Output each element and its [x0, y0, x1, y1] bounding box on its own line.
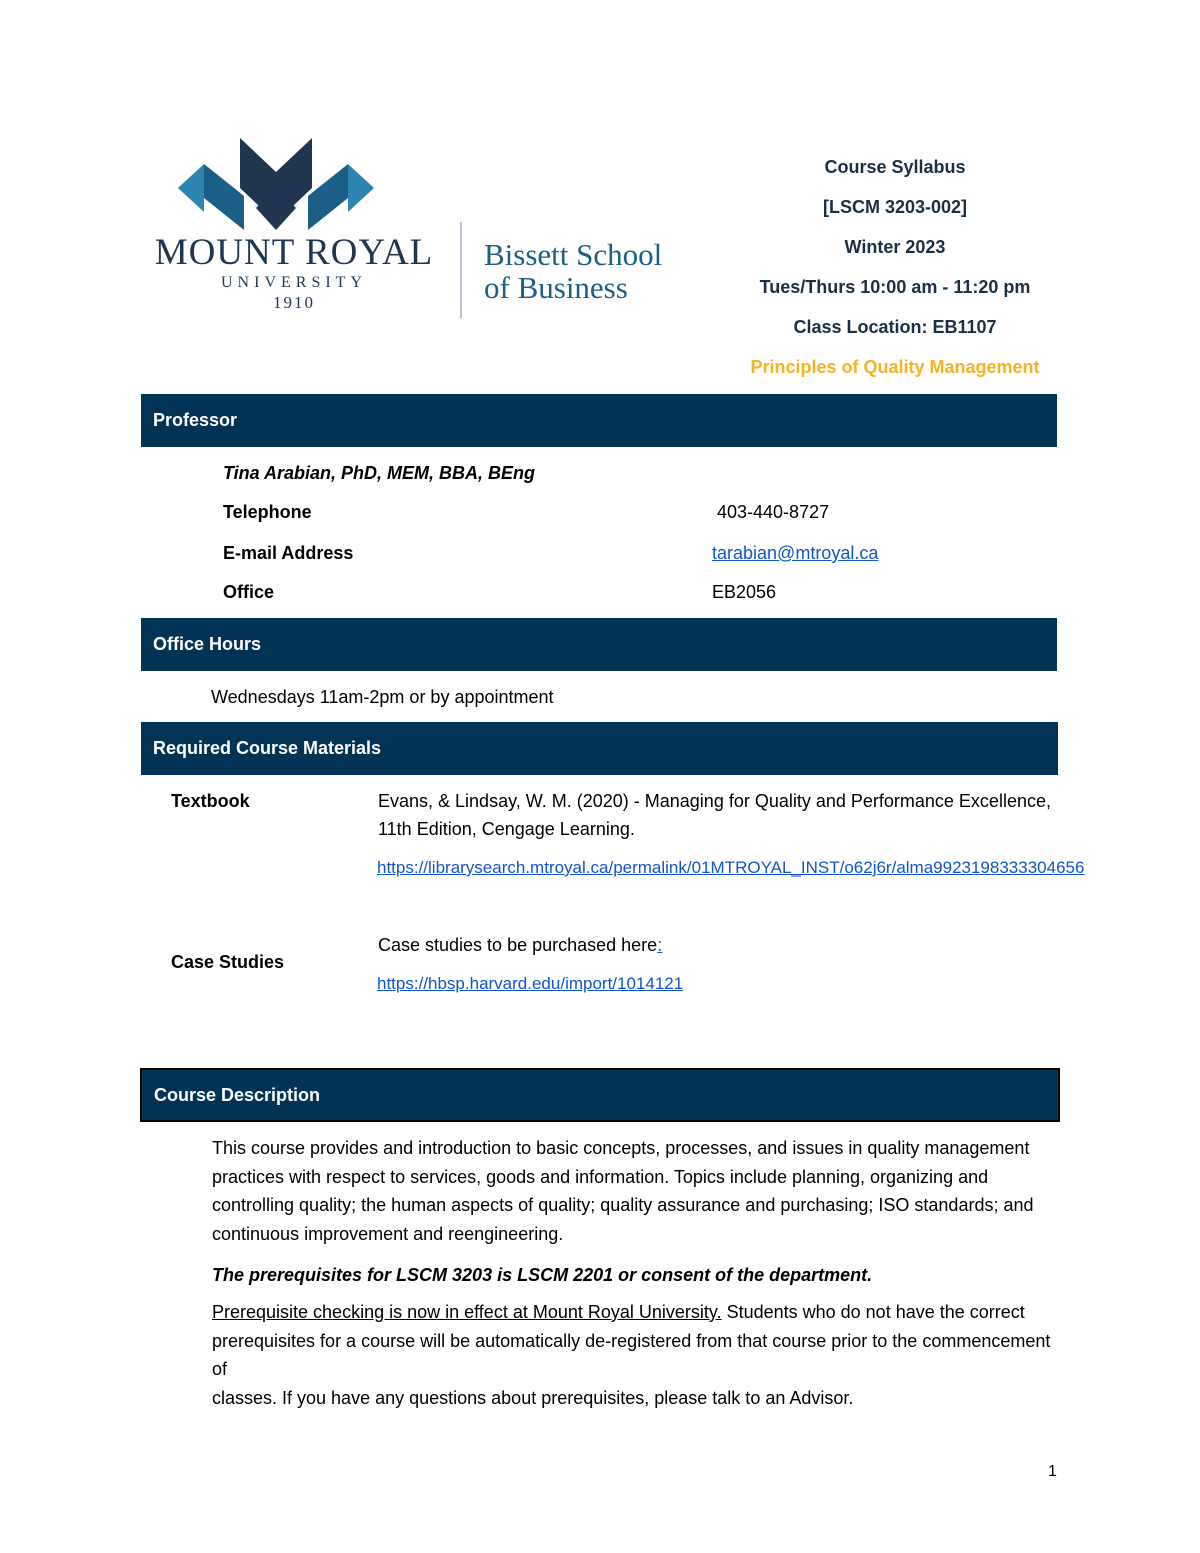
professor-heading: Professor [141, 394, 1057, 447]
course-name: Principles of Quality Management [750, 357, 1040, 377]
case-studies-text [378, 934, 662, 956]
university-year: 1910 [273, 293, 315, 312]
prerequisite-checking-underlined: Prerequisite checking is now in effect at Mount Royal University. [212, 1302, 722, 1322]
doc-type: Course Syllabus [824, 157, 966, 177]
university-logo [148, 138, 708, 328]
university-name: MOUNT ROYAL [154, 232, 434, 273]
office-value: EB2056 [712, 582, 777, 602]
mru-crest-icon [148, 138, 440, 234]
prerequisite-checking-line3: classes. If you have any questions about prerequisites, please talk to an Advisor. [212, 1387, 854, 1408]
prerequisite-checking-rest: Students who do not have the correct [721, 1302, 1025, 1322]
description-paragraph [212, 1134, 1062, 1248]
textbook-citation-line2: 11th Edition, Cengage Learning. [378, 819, 635, 839]
office-label: Office [223, 582, 275, 602]
prerequisite-checking-paragraph [212, 1298, 1062, 1412]
textbook-label: Textbook [171, 791, 250, 811]
description-line: continuous improvement and reengineering. [212, 1223, 564, 1244]
professor-name: Tina Arabian, PhD, MEM, BBA, BEng [223, 463, 536, 483]
materials-heading: Required Course Materials [141, 722, 1058, 775]
case-studies-colon: : [657, 935, 663, 955]
university-subtitle: UNIVERSITY [221, 274, 367, 291]
school-name-line1: Bissett School [484, 237, 663, 272]
course-schedule: Tues/Thurs 10:00 am - 11:20 pm [759, 277, 1031, 297]
email-link[interactable]: tarabian@mtroyal.ca [712, 543, 879, 563]
email-label: E-mail Address [223, 543, 354, 563]
school-name-line2: of Business [484, 270, 628, 305]
case-studies-link[interactable]: https://hbsp.harvard.edu/import/1014121 [377, 974, 684, 993]
prerequisite-statement: The prerequisites for LSCM 3203 is LSCM 2201 or consent of the department. [212, 1265, 873, 1285]
textbook-link[interactable]: https://librarysearch.mtroyal.ca/permalink/01MTROYAL_INST/o62j6r/alma9923198333304656 [377, 858, 1085, 877]
description-line: practices with respect to services, goods and information. Topics include planning, organizing and [212, 1166, 989, 1187]
page-number: 1 [1048, 1463, 1057, 1480]
description-line: controlling quality; the human aspects of quality; quality assurance and purchasing; ISO standards; and [212, 1195, 1034, 1215]
case-studies-text-main: Case studies to be purchased here [378, 935, 658, 955]
description-heading: Course Description [140, 1068, 1060, 1122]
telephone-value: 403-440-8727 [717, 502, 830, 522]
prerequisite-checking-line1 [212, 1298, 1062, 1327]
logo-divider [460, 222, 462, 318]
description-line: This course provides and introduction to basic concepts, processes, and issues in quality management [212, 1138, 1030, 1158]
school-name [484, 238, 662, 304]
case-studies-label: Case Studies [171, 952, 285, 972]
course-code: [LSCM 3203-002] [822, 197, 968, 217]
course-header [735, 150, 1055, 390]
office-hours-heading: Office Hours [141, 618, 1057, 671]
prerequisite-checking-line2: prerequisites for a course will be automatically de-registered from that course prior to the commencement of [212, 1330, 1051, 1379]
textbook-citation-line1: Evans, & Lindsay, W. M. (2020) - Managing for Quality and Performance Excellence, [378, 791, 1051, 811]
telephone-label: Telephone [223, 502, 312, 522]
course-term: Winter 2023 [844, 237, 946, 257]
class-location: Class Location: EB1107 [793, 317, 997, 337]
office-hours-text: Wednesdays 11am-2pm or by appointment [211, 687, 554, 707]
